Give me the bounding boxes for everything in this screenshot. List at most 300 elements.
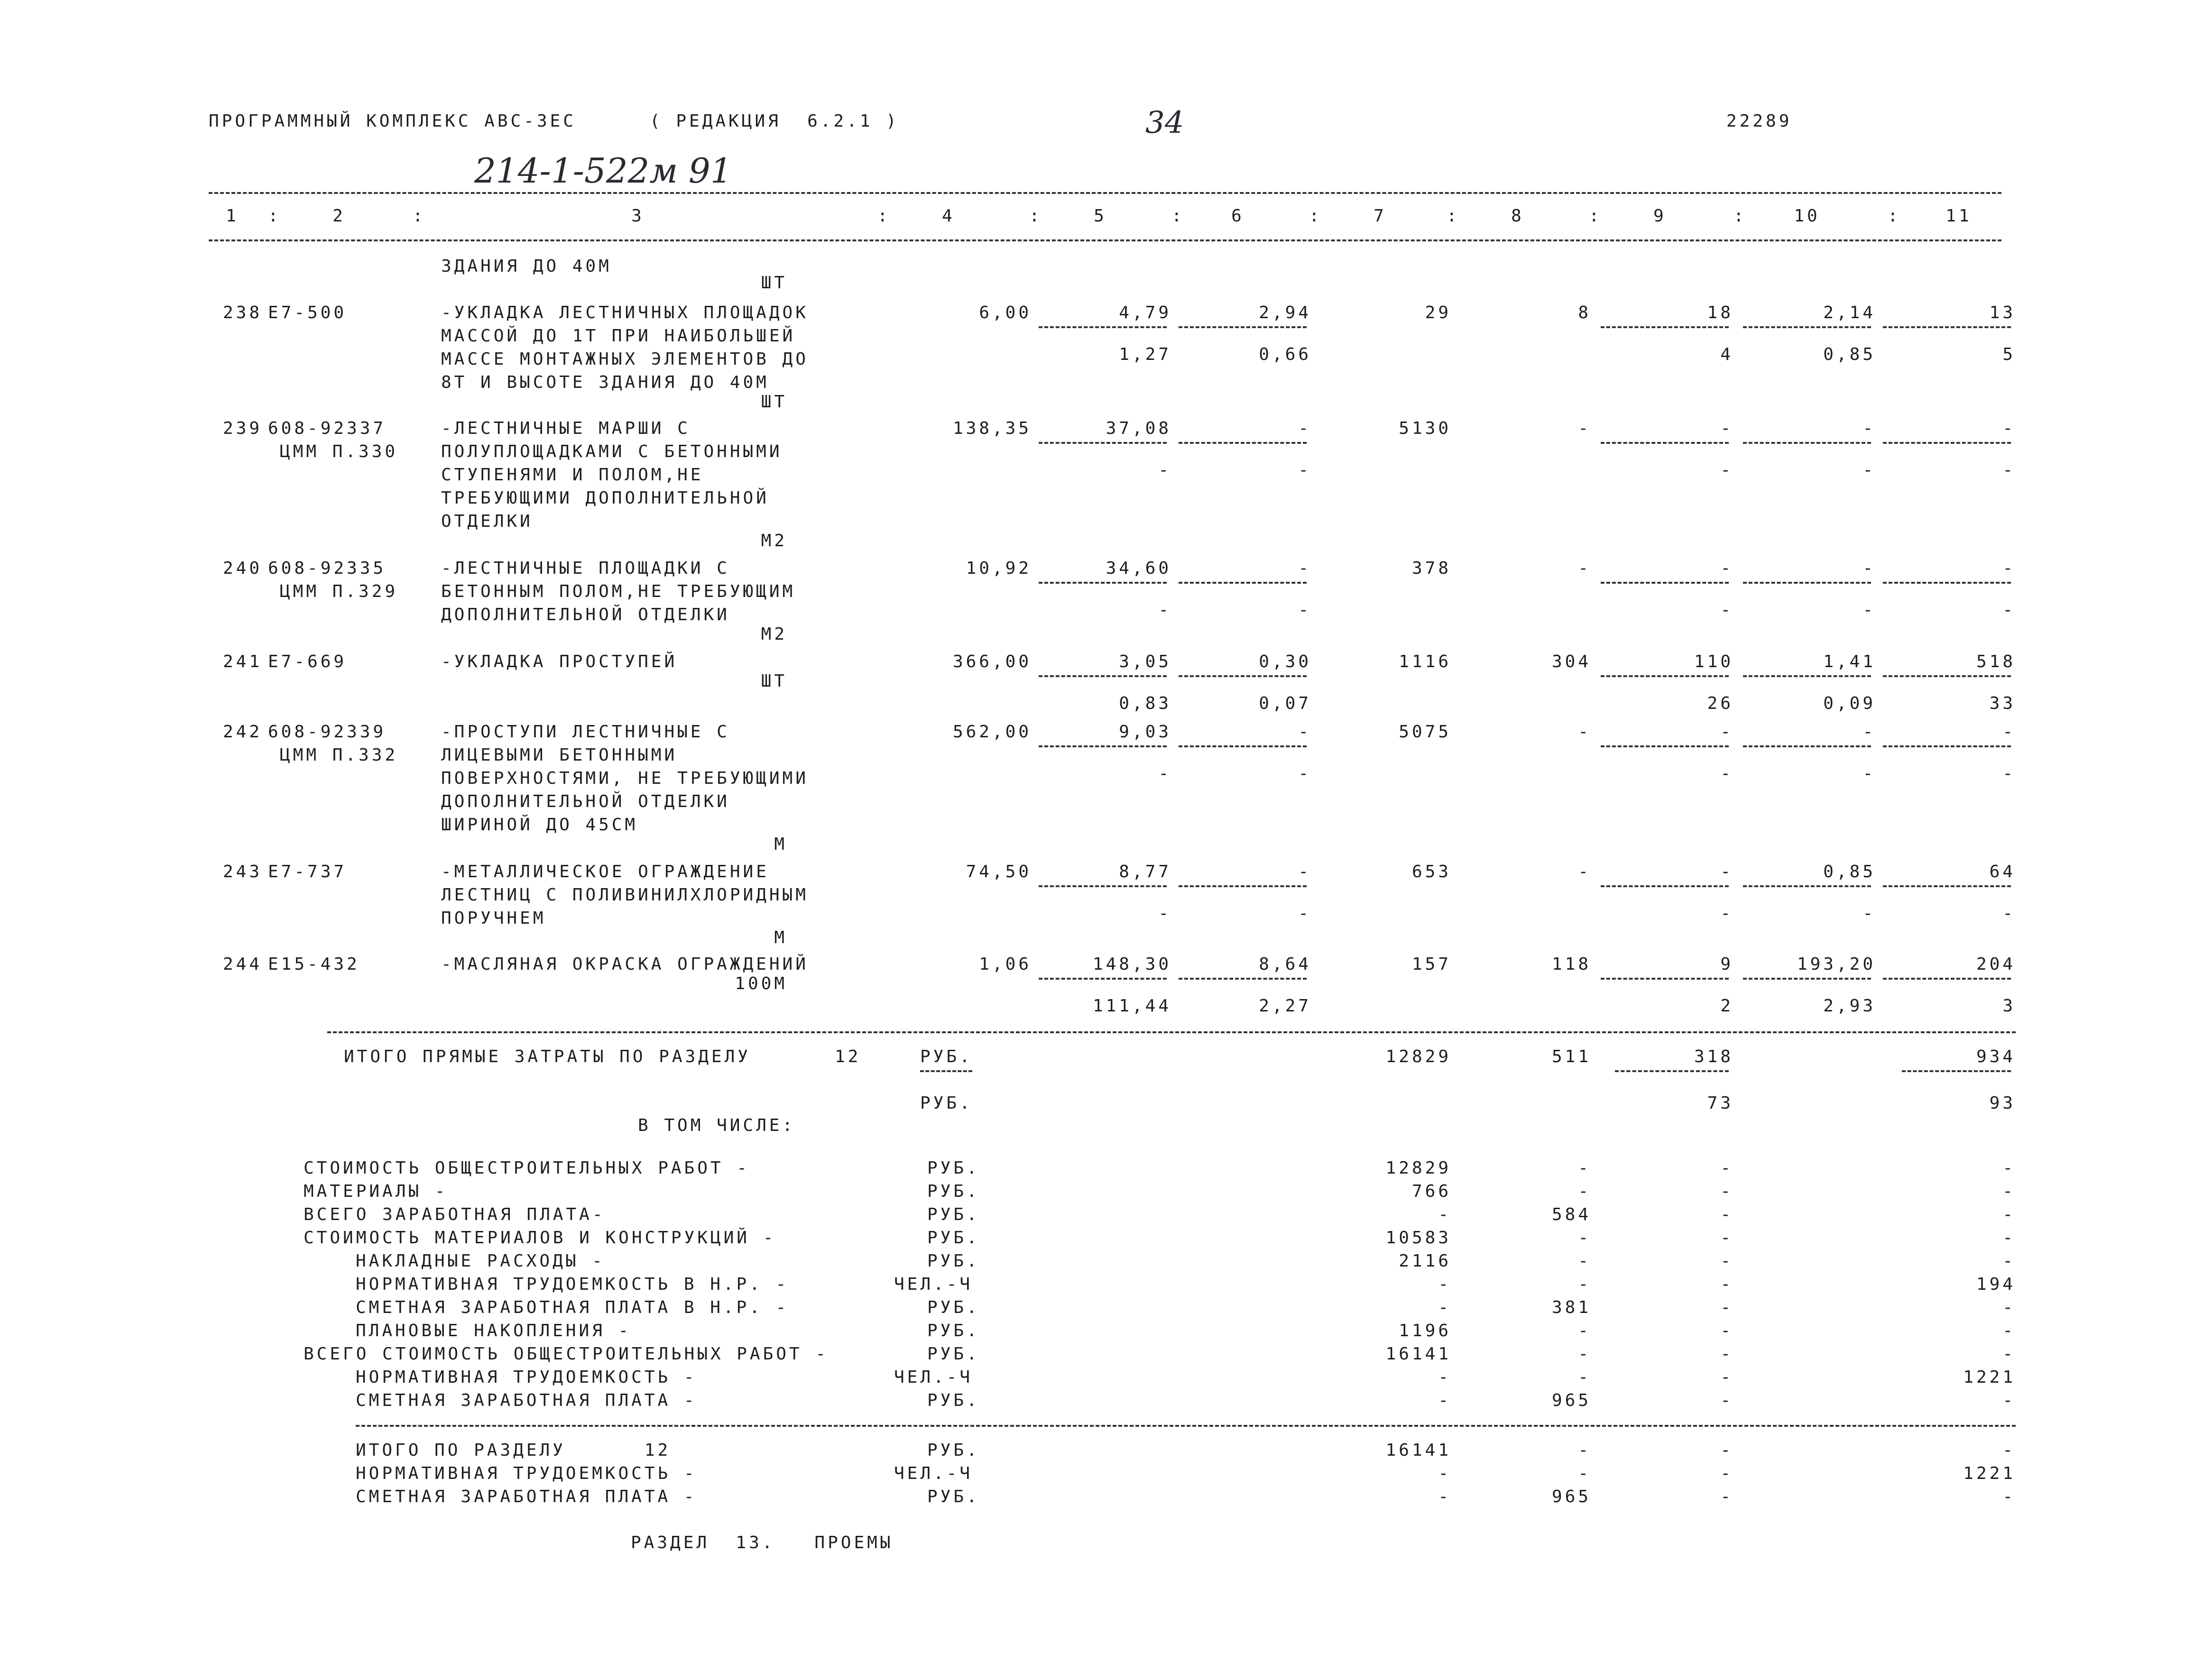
value-col-7: 5075 bbox=[1399, 722, 1451, 742]
subvalue-col-6: - bbox=[1298, 600, 1311, 620]
section-total-c7: - bbox=[1438, 1487, 1451, 1506]
section-total-c8: 965 bbox=[1551, 1487, 1591, 1506]
section-total-unit: ЧЕЛ.-Ч bbox=[894, 1464, 973, 1483]
summary-c9: - bbox=[1720, 1391, 1733, 1410]
subtotal-rule bbox=[1179, 978, 1307, 980]
summary-unit: РУБ. bbox=[927, 1344, 980, 1364]
column-header-11: 11 bbox=[1945, 206, 1972, 226]
subvalue-col-11: - bbox=[2002, 600, 2016, 620]
value-col-6: - bbox=[1298, 419, 1311, 438]
section-total-c9: - bbox=[1720, 1464, 1733, 1483]
handwritten-code: 214-1-522м 91 bbox=[474, 151, 732, 191]
unit-label: М2 bbox=[761, 531, 787, 551]
value-col-4: 138,35 bbox=[952, 419, 1032, 438]
value-col-5: 37,08 bbox=[1106, 419, 1171, 438]
value-col-7: 653 bbox=[1411, 862, 1451, 881]
column-separator: : bbox=[1589, 206, 1602, 226]
section-total-label: НОРМАТИВНАЯ ТРУДОЕМКОСТЬ - bbox=[356, 1464, 697, 1483]
summary-label: СТОИМОСТЬ ОБЩЕСТРОИТЕЛЬНЫХ РАБОТ - bbox=[304, 1158, 750, 1178]
value-col-5: 9,03 bbox=[1119, 722, 1171, 742]
column-header-1: 1 bbox=[226, 206, 239, 226]
subvalue-col-5: 1,27 bbox=[1119, 345, 1171, 364]
column-separator: : bbox=[877, 206, 891, 226]
summary-c9: - bbox=[1720, 1321, 1733, 1340]
direct-costs-c11: 934 bbox=[1976, 1047, 2016, 1066]
summary-c8: - bbox=[1578, 1251, 1591, 1271]
value-col-6: 0,30 bbox=[1259, 652, 1311, 671]
subvalue-col-10: 0,09 bbox=[1823, 694, 1876, 713]
value-col-5: 34,60 bbox=[1106, 559, 1171, 578]
next-section-title: РАЗДЕЛ 13. ПРОЕМЫ bbox=[631, 1533, 894, 1552]
including-label: В ТОМ ЧИСЛЕ: bbox=[638, 1116, 796, 1135]
section-total-c8: - bbox=[1578, 1464, 1591, 1483]
subvalue-col-9: - bbox=[1720, 904, 1733, 923]
row-number: 244 bbox=[223, 955, 263, 974]
value-col-10: 193,20 bbox=[1797, 955, 1876, 974]
subvalue-col-11: - bbox=[2002, 764, 2016, 783]
direct-costs-c9b: 73 bbox=[1707, 1093, 1733, 1113]
summary-unit: РУБ. bbox=[927, 1182, 980, 1201]
section-total-label: ИТОГО ПО РАЗДЕЛУ 12 bbox=[356, 1441, 671, 1460]
subtotal-rule bbox=[1601, 675, 1729, 677]
summary-unit: РУБ. bbox=[927, 1158, 980, 1178]
summary-c9: - bbox=[1720, 1275, 1733, 1294]
unit-label: 100М bbox=[735, 974, 787, 993]
direct-costs-section: 12 bbox=[835, 1047, 861, 1066]
subvalue-col-10: 0,85 bbox=[1823, 345, 1876, 364]
work-description: -МЕТАЛЛИЧЕСКОЕ ОГРАЖДЕНИЕ bbox=[441, 862, 769, 881]
subvalue-col-11: - bbox=[2002, 904, 2016, 923]
value-col-10: 1,41 bbox=[1823, 652, 1876, 671]
value-col-9: - bbox=[1720, 862, 1733, 881]
summary-c8: - bbox=[1578, 1228, 1591, 1248]
subtotal-rule bbox=[1883, 978, 2011, 980]
value-col-9: 9 bbox=[1720, 955, 1733, 974]
direct-costs-c7: 12829 bbox=[1385, 1047, 1451, 1066]
summary-label: НОРМАТИВНАЯ ТРУДОЕМКОСТЬ - bbox=[356, 1368, 697, 1387]
section-total-c9: - bbox=[1720, 1487, 1733, 1506]
direct-costs-unit: РУБ. bbox=[920, 1047, 973, 1066]
subtotal-rule bbox=[1039, 582, 1167, 584]
summary-unit: РУБ. bbox=[927, 1205, 980, 1224]
value-col-6: - bbox=[1298, 559, 1311, 578]
value-col-8: - bbox=[1578, 419, 1591, 438]
section-rule bbox=[356, 1425, 2016, 1427]
header-rule-bottom bbox=[209, 239, 2001, 241]
row-number: 243 bbox=[223, 862, 263, 881]
summary-c11: - bbox=[2002, 1391, 2016, 1410]
direct-costs-unit: РУБ. bbox=[920, 1093, 973, 1113]
subtotal-rule bbox=[1179, 745, 1307, 747]
work-description: -ЛЕСТНИЧНЫЕ МАРШИ С bbox=[441, 419, 691, 438]
column-header-9: 9 bbox=[1653, 206, 1667, 226]
summary-c8: - bbox=[1578, 1368, 1591, 1387]
resource-code: Е7-500 bbox=[268, 303, 347, 322]
resource-code: 608-92339 bbox=[268, 722, 387, 742]
work-description: -УКЛАДКА ПРОСТУПЕЙ bbox=[441, 652, 678, 671]
subtotal-rule bbox=[1743, 326, 1871, 328]
summary-c8: - bbox=[1578, 1344, 1591, 1364]
resource-code: 608-92337 bbox=[268, 419, 387, 438]
subtotal-rule bbox=[1039, 745, 1167, 747]
section-total-unit: РУБ. bbox=[927, 1441, 980, 1460]
subtotal-rule bbox=[1883, 885, 2011, 887]
subvalue-col-6: - bbox=[1298, 460, 1311, 480]
direct-costs-c9: 318 bbox=[1694, 1047, 1733, 1066]
subvalue-col-11: 3 bbox=[2002, 996, 2016, 1016]
summary-c7: 16141 bbox=[1385, 1344, 1451, 1364]
row-number: 240 bbox=[223, 559, 263, 578]
subvalue-col-5: 0,83 bbox=[1119, 694, 1171, 713]
column-header-4: 4 bbox=[942, 206, 955, 226]
subtotal-rule bbox=[1601, 978, 1729, 980]
value-col-7: 29 bbox=[1425, 303, 1451, 322]
subtotal-rule bbox=[1179, 675, 1307, 677]
value-col-4: 1,06 bbox=[979, 955, 1032, 974]
summary-c8: - bbox=[1578, 1321, 1591, 1340]
column-separator: : bbox=[1888, 206, 1901, 226]
subvalue-col-9: 26 bbox=[1707, 694, 1733, 713]
work-description: ДОПОЛНИТЕЛЬНОЙ ОТДЕЛКИ bbox=[441, 792, 730, 811]
subtotal-rule bbox=[1615, 1070, 1729, 1072]
subvalue-col-10: - bbox=[1862, 764, 1876, 783]
column-header-7: 7 bbox=[1374, 206, 1387, 226]
work-description: ТРЕБУЮЩИМИ ДОПОЛНИТЕЛЬНОЙ bbox=[441, 488, 769, 508]
value-col-6: - bbox=[1298, 722, 1311, 742]
summary-c7: 1196 bbox=[1399, 1321, 1451, 1340]
row-number: 238 bbox=[223, 303, 263, 322]
resource-code: Е7-737 bbox=[268, 862, 347, 881]
value-col-7: 378 bbox=[1411, 559, 1451, 578]
summary-c11: - bbox=[2002, 1182, 2016, 1201]
summary-label: ВСЕГО ЗАРАБОТНАЯ ПЛАТА- bbox=[304, 1205, 606, 1224]
summary-unit: РУБ. bbox=[927, 1251, 980, 1271]
subvalue-col-5: - bbox=[1158, 904, 1171, 923]
page-number: 34 bbox=[1145, 105, 1184, 140]
resource-code: Е7-669 bbox=[268, 652, 347, 671]
summary-c11: - bbox=[2002, 1158, 2016, 1178]
subvalue-col-9: 2 bbox=[1720, 996, 1733, 1016]
subtotal-rule bbox=[1601, 582, 1729, 584]
summary-c11: - bbox=[2002, 1228, 2016, 1248]
summary-c11: 1221 bbox=[1963, 1368, 2016, 1387]
column-separator: : bbox=[1733, 206, 1747, 226]
subvalue-col-9: - bbox=[1720, 764, 1733, 783]
section-total-unit: РУБ. bbox=[927, 1487, 980, 1506]
work-description: ПОЛУПЛОЩАДКАМИ С БЕТОННЫМИ bbox=[441, 442, 783, 461]
value-col-4: 366,00 bbox=[952, 652, 1032, 671]
subvalue-col-5: - bbox=[1158, 600, 1171, 620]
subtotal-rule bbox=[1883, 326, 2011, 328]
section-total-c7: 16141 bbox=[1385, 1441, 1451, 1460]
section-total-c11: - bbox=[2002, 1487, 2016, 1506]
subvalue-col-11: - bbox=[2002, 460, 2016, 480]
value-col-11: 204 bbox=[1976, 955, 2016, 974]
summary-unit: РУБ. bbox=[927, 1391, 980, 1410]
direct-costs-c8: 511 bbox=[1551, 1047, 1591, 1066]
subvalue-col-6: - bbox=[1298, 904, 1311, 923]
summary-c9: - bbox=[1720, 1298, 1733, 1317]
work-description: ПОРУЧНЕМ bbox=[441, 909, 546, 928]
subvalue-col-5: - bbox=[1158, 764, 1171, 783]
summary-c7: - bbox=[1438, 1368, 1451, 1387]
subtotal-rule bbox=[1039, 442, 1167, 444]
summary-c7: 2116 bbox=[1399, 1251, 1451, 1271]
unit-label: М bbox=[774, 835, 787, 854]
subvalue-col-5: 111,44 bbox=[1092, 996, 1171, 1016]
summary-unit: ЧЕЛ.-Ч bbox=[894, 1368, 973, 1387]
value-col-6: 8,64 bbox=[1259, 955, 1311, 974]
value-col-9: - bbox=[1720, 419, 1733, 438]
summary-c8: - bbox=[1578, 1182, 1591, 1201]
value-col-8: - bbox=[1578, 862, 1591, 881]
value-col-8: 8 bbox=[1578, 303, 1591, 322]
subtotal-rule bbox=[1883, 442, 2011, 444]
summary-c9: - bbox=[1720, 1251, 1733, 1271]
subvalue-col-10: - bbox=[1862, 600, 1876, 620]
summary-c8: 965 bbox=[1551, 1391, 1591, 1410]
summary-c8: 584 bbox=[1551, 1205, 1591, 1224]
summary-c9: - bbox=[1720, 1205, 1733, 1224]
column-separator: : bbox=[1447, 206, 1460, 226]
value-col-7: 1116 bbox=[1399, 652, 1451, 671]
value-col-8: 118 bbox=[1551, 955, 1591, 974]
direct-costs-label: ИТОГО ПРЯМЫЕ ЗАТРАТЫ ПО РАЗДЕЛУ bbox=[344, 1047, 751, 1066]
work-description: ОТДЕЛКИ bbox=[441, 512, 533, 531]
summary-c11: - bbox=[2002, 1205, 2016, 1224]
summary-c9: - bbox=[1720, 1182, 1733, 1201]
summary-c11: 194 bbox=[1976, 1275, 2016, 1294]
subtotal-rule bbox=[1743, 675, 1871, 677]
value-col-11: - bbox=[2002, 722, 2016, 742]
column-header-3: 3 bbox=[631, 206, 645, 226]
subtotal-rule bbox=[1601, 745, 1729, 747]
section-total-c7: - bbox=[1438, 1464, 1451, 1483]
subvalue-col-10: - bbox=[1862, 904, 1876, 923]
summary-c8: - bbox=[1578, 1275, 1591, 1294]
summary-label: СМЕТНАЯ ЗАРАБОТНАЯ ПЛАТА В Н.Р. - bbox=[356, 1298, 789, 1317]
value-col-6: - bbox=[1298, 862, 1311, 881]
subvalue-col-6: 0,07 bbox=[1259, 694, 1311, 713]
value-col-11: - bbox=[2002, 559, 2016, 578]
section-total-label: СМЕТНАЯ ЗАРАБОТНАЯ ПЛАТА - bbox=[356, 1487, 697, 1506]
value-col-4: 10,92 bbox=[966, 559, 1032, 578]
work-description: БЕТОННЫМ ПОЛОМ,НЕ ТРЕБУЮЩИМ bbox=[441, 582, 796, 601]
summary-unit: РУБ. bbox=[927, 1298, 980, 1317]
column-separator: : bbox=[1309, 206, 1322, 226]
column-header-6: 6 bbox=[1231, 206, 1245, 226]
summary-c7: - bbox=[1438, 1205, 1451, 1224]
subtotal-rule bbox=[1743, 885, 1871, 887]
summary-c7: 10583 bbox=[1385, 1228, 1451, 1248]
row-number: 241 bbox=[223, 652, 263, 671]
subtotal-rule bbox=[1179, 582, 1307, 584]
subtotal-rule bbox=[1743, 978, 1871, 980]
column-header-10: 10 bbox=[1794, 206, 1820, 226]
value-col-11: 518 bbox=[1976, 652, 2016, 671]
column-header-8: 8 bbox=[1511, 206, 1524, 226]
subtotal-rule bbox=[1179, 885, 1307, 887]
work-description: МАССЕ МОНТАЖНЫХ ЭЛЕМЕНТОВ ДО bbox=[441, 349, 809, 369]
subvalue-col-10: - bbox=[1862, 460, 1876, 480]
unit-rule bbox=[920, 1070, 972, 1072]
work-description: -МАСЛЯНАЯ ОКРАСКА ОГРАЖДЕНИЙ bbox=[441, 955, 809, 974]
work-description: ЗДАНИЯ ДО 40М bbox=[441, 257, 612, 276]
summary-c7: - bbox=[1438, 1298, 1451, 1317]
summary-c7: - bbox=[1438, 1275, 1451, 1294]
work-description: 8Т И ВЫСОТЕ ЗДАНИЯ ДО 40М bbox=[441, 373, 769, 392]
value-col-7: 5130 bbox=[1399, 419, 1451, 438]
unit-label: М bbox=[774, 928, 787, 947]
value-col-11: 13 bbox=[1989, 303, 2016, 322]
subtotal-rule bbox=[1883, 745, 2011, 747]
summary-c8: - bbox=[1578, 1158, 1591, 1178]
value-col-10: - bbox=[1862, 559, 1876, 578]
section-total-c11: - bbox=[2002, 1441, 2016, 1460]
subvalue-col-11: 5 bbox=[2002, 345, 2016, 364]
subvalue-col-6: - bbox=[1298, 764, 1311, 783]
subvalue-col-11: 33 bbox=[1989, 694, 2016, 713]
subtotal-rule bbox=[1039, 675, 1167, 677]
value-col-5: 3,05 bbox=[1119, 652, 1171, 671]
value-col-8: 304 bbox=[1551, 652, 1591, 671]
value-col-9: - bbox=[1720, 559, 1733, 578]
value-col-10: - bbox=[1862, 419, 1876, 438]
column-separator: : bbox=[268, 206, 281, 226]
value-col-10: 2,14 bbox=[1823, 303, 1876, 322]
subtotal-rule bbox=[1039, 978, 1167, 980]
value-col-5: 148,30 bbox=[1092, 955, 1171, 974]
subtotal-rule bbox=[1743, 442, 1871, 444]
work-description: МАССОЙ ДО 1Т ПРИ НАИБОЛЬШЕЙ bbox=[441, 326, 796, 346]
summary-c9: - bbox=[1720, 1158, 1733, 1178]
subvalue-col-6: 0,66 bbox=[1259, 345, 1311, 364]
edition-label: ( РЕДАКЦИЯ 6.2.1 ) bbox=[650, 111, 899, 131]
column-separator: : bbox=[413, 206, 426, 226]
summary-c9: - bbox=[1720, 1368, 1733, 1387]
value-col-5: 4,79 bbox=[1119, 303, 1171, 322]
summary-label: СТОИМОСТЬ МАТЕРИАЛОВ И КОНСТРУКЦИЙ - bbox=[304, 1228, 776, 1248]
unit-label: ШТ bbox=[761, 273, 787, 293]
subvalue-col-9: - bbox=[1720, 600, 1733, 620]
value-col-9: - bbox=[1720, 722, 1733, 742]
subtotal-rule bbox=[1743, 745, 1871, 747]
value-col-4: 562,00 bbox=[952, 722, 1032, 742]
summary-label: СМЕТНАЯ ЗАРАБОТНАЯ ПЛАТА - bbox=[356, 1391, 697, 1410]
section-total-c9: - bbox=[1720, 1441, 1733, 1460]
subvalue-col-10: 2,93 bbox=[1823, 996, 1876, 1016]
column-separator: : bbox=[1029, 206, 1042, 226]
resource-code: ЦММ П.329 bbox=[280, 582, 398, 601]
work-description: ЛЕСТНИЦ С ПОЛИВИНИЛХЛОРИДНЫМ bbox=[441, 885, 809, 905]
summary-c11: - bbox=[2002, 1344, 2016, 1364]
summary-c11: - bbox=[2002, 1321, 2016, 1340]
subvalue-col-9: - bbox=[1720, 460, 1733, 480]
summary-label: ВСЕГО СТОИМОСТЬ ОБЩЕСТРОИТЕЛЬНЫХ РАБОТ - bbox=[304, 1344, 829, 1364]
subtotal-rule bbox=[1039, 885, 1167, 887]
subtotal-rule bbox=[1601, 326, 1729, 328]
section-total-c11: 1221 bbox=[1963, 1464, 2016, 1483]
summary-label: НАКЛАДНЫЕ РАСХОДЫ - bbox=[356, 1251, 605, 1271]
summary-unit: ЧЕЛ.-Ч bbox=[894, 1275, 973, 1294]
value-col-9: 18 bbox=[1707, 303, 1733, 322]
summary-c11: - bbox=[2002, 1251, 2016, 1271]
column-header-2: 2 bbox=[332, 206, 346, 226]
subtotal-rule bbox=[1039, 326, 1167, 328]
value-col-11: 64 bbox=[1989, 862, 2016, 881]
value-col-5: 8,77 bbox=[1119, 862, 1171, 881]
subvalue-col-6: 2,27 bbox=[1259, 996, 1311, 1016]
subtotal-rule bbox=[1902, 1070, 2011, 1072]
value-col-8: - bbox=[1578, 559, 1591, 578]
section-total-c8: - bbox=[1578, 1441, 1591, 1460]
value-col-4: 6,00 bbox=[979, 303, 1032, 322]
unit-label: М2 bbox=[761, 624, 787, 644]
work-description: -УКЛАДКА ЛЕСТНИЧНЫХ ПЛОЩАДОК bbox=[441, 303, 809, 322]
summary-c7: - bbox=[1438, 1391, 1451, 1410]
subvalue-col-9: 4 bbox=[1720, 345, 1733, 364]
work-description: ЛИЦЕВЫМИ БЕТОННЫМИ bbox=[441, 745, 678, 765]
resource-code: ЦММ П.332 bbox=[280, 745, 398, 765]
resource-code: Е15-432 bbox=[268, 955, 360, 974]
summary-c8: 381 bbox=[1551, 1298, 1591, 1317]
summary-label: МАТЕРИАЛЫ - bbox=[304, 1182, 448, 1201]
header-rule-top bbox=[209, 192, 2001, 194]
column-separator: : bbox=[1171, 206, 1185, 226]
summary-c9: - bbox=[1720, 1344, 1733, 1364]
work-description: -ЛЕСТНИЧНЫЕ ПЛОЩАДКИ С bbox=[441, 559, 730, 578]
summary-c7: 766 bbox=[1411, 1182, 1451, 1201]
row-number: 242 bbox=[223, 722, 263, 742]
unit-label: ШТ bbox=[761, 671, 787, 691]
direct-costs-c11b: 93 bbox=[1989, 1093, 2016, 1113]
summary-label: ПЛАНОВЫЕ НАКОПЛЕНИЯ - bbox=[356, 1321, 632, 1340]
total-rule bbox=[327, 1031, 2016, 1033]
value-col-9: 110 bbox=[1694, 652, 1733, 671]
work-description: ДОПОЛНИТЕЛЬНОЙ ОТДЕЛКИ bbox=[441, 605, 730, 624]
program-title: ПРОГРАММНЫЙ КОМПЛЕКС АВС-ЗЕС bbox=[209, 111, 576, 131]
resource-code: 608-92335 bbox=[268, 559, 387, 578]
column-header-5: 5 bbox=[1094, 206, 1107, 226]
value-col-10: - bbox=[1862, 722, 1876, 742]
summary-c11: - bbox=[2002, 1298, 2016, 1317]
work-description: ШИРИНОЙ ДО 45СМ bbox=[441, 815, 638, 835]
subtotal-rule bbox=[1883, 582, 2011, 584]
document-number: 22289 bbox=[1726, 111, 1792, 131]
value-col-10: 0,85 bbox=[1823, 862, 1876, 881]
subtotal-rule bbox=[1883, 675, 2011, 677]
row-number: 239 bbox=[223, 419, 263, 438]
resource-code: ЦММ П.330 bbox=[280, 442, 398, 461]
summary-c7: 12829 bbox=[1385, 1158, 1451, 1178]
value-col-11: - bbox=[2002, 419, 2016, 438]
value-col-8: - bbox=[1578, 722, 1591, 742]
summary-label: НОРМАТИВНАЯ ТРУДОЕМКОСТЬ В Н.Р. - bbox=[356, 1275, 789, 1294]
subtotal-rule bbox=[1179, 326, 1307, 328]
work-description: ПОВЕРХНОСТЯМИ, НЕ ТРЕБУЮЩИМИ bbox=[441, 769, 809, 788]
summary-unit: РУБ. bbox=[927, 1228, 980, 1248]
value-col-6: 2,94 bbox=[1259, 303, 1311, 322]
subtotal-rule bbox=[1601, 442, 1729, 444]
summary-c9: - bbox=[1720, 1228, 1733, 1248]
subtotal-rule bbox=[1601, 885, 1729, 887]
work-description: -ПРОСТУПИ ЛЕСТНИЧНЫЕ С bbox=[441, 722, 730, 742]
work-description: СТУПЕНЯМИ И ПОЛОМ,НЕ bbox=[441, 465, 704, 485]
subtotal-rule bbox=[1743, 582, 1871, 584]
subvalue-col-5: - bbox=[1158, 460, 1171, 480]
unit-label: ШТ bbox=[761, 392, 787, 412]
subtotal-rule bbox=[1179, 442, 1307, 444]
